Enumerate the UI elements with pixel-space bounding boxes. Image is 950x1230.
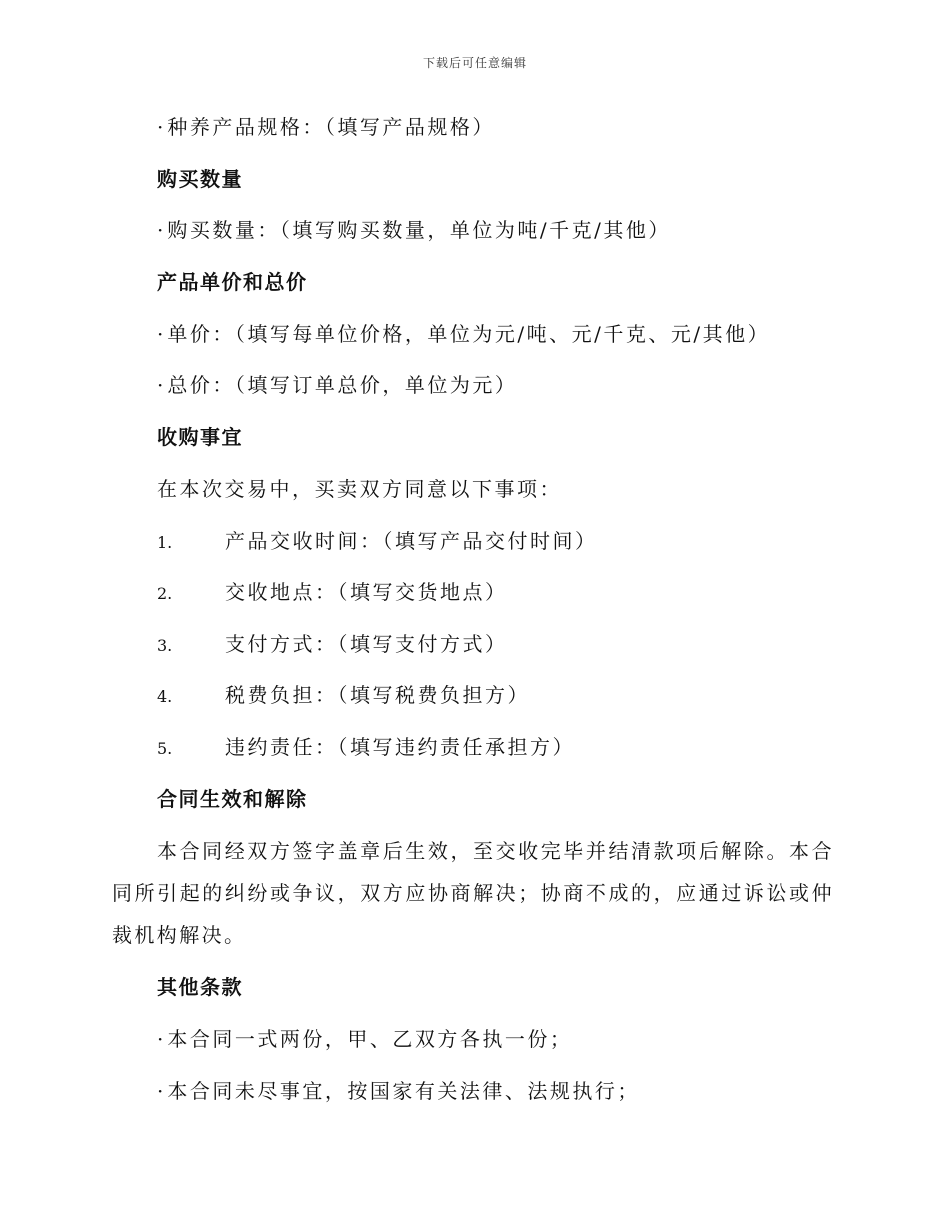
item-text: 违约责任：（填写违约责任承担方）: [225, 735, 575, 759]
purchase-heading: 收购事宜: [157, 425, 243, 449]
bullet: ·: [157, 322, 164, 346]
other-text: 本合同未尽事宜，按国家有关法律、法规执行；: [167, 1079, 640, 1103]
other-heading: 其他条款: [157, 975, 243, 999]
effect-heading: 合同生效和解除: [157, 787, 308, 811]
item-number: 3.: [157, 636, 173, 655]
bullet: ·: [157, 218, 164, 242]
other-text: 本合同一式两份，甲、乙双方各执一份；: [167, 1027, 573, 1051]
bullet: ·: [157, 1079, 164, 1103]
bullet: ·: [157, 373, 164, 397]
purchase-intro: 在本次交易中，买卖双方同意以下事项：: [157, 477, 562, 501]
total-price-text: 总价：（填写订单总价，单位为元）: [167, 373, 518, 397]
item-text: 交收地点：（填写交货地点）: [225, 580, 508, 604]
effect-paragraph: 本合同经双方签字盖章后生效，至交收完毕并结清款项后解除。本合同所引起的纠纷或争议，双方应协商解决；协商不成的，应通过诉讼或仲裁机构解决。: [112, 839, 834, 947]
spec-text: 种养产品规格：（填写产品规格）: [167, 115, 495, 139]
quantity-text: 购买数量：（填写购买数量，单位为吨/千克/其他）: [167, 218, 671, 242]
item-text: 税费负担：（填写税费负担方）: [225, 683, 530, 707]
item-number: 1.: [157, 533, 173, 552]
bullet: ·: [157, 115, 164, 139]
other-item-2: [157, 1077, 640, 1105]
item-number: 2.: [157, 584, 173, 603]
spec-item: [157, 113, 495, 141]
quantity-item: [157, 216, 671, 244]
purchase-item-3: [157, 630, 508, 660]
item-number: 4.: [157, 687, 173, 706]
item-text: 产品交收时间：（填写产品交付时间）: [225, 529, 598, 553]
purchase-item-1: [157, 527, 598, 557]
bullet: ·: [157, 1027, 164, 1051]
purchase-item-4: [157, 681, 530, 711]
purchase-item-5: [157, 733, 575, 763]
header-note: 下载后可任意编辑: [422, 56, 527, 70]
other-item-1: [157, 1025, 572, 1053]
item-text: 支付方式：（填写支付方式）: [225, 632, 508, 656]
price-heading: 产品单价和总价: [157, 270, 308, 294]
quantity-heading: 购买数量: [157, 167, 243, 191]
price-item-total: [157, 371, 517, 399]
item-number: 5.: [157, 739, 173, 758]
purchase-item-2: [157, 578, 508, 608]
unit-price-text: 单价：（填写每单位价格，单位为元/吨、元/千克、元/其他）: [167, 322, 771, 346]
price-item-unit: [157, 320, 770, 348]
